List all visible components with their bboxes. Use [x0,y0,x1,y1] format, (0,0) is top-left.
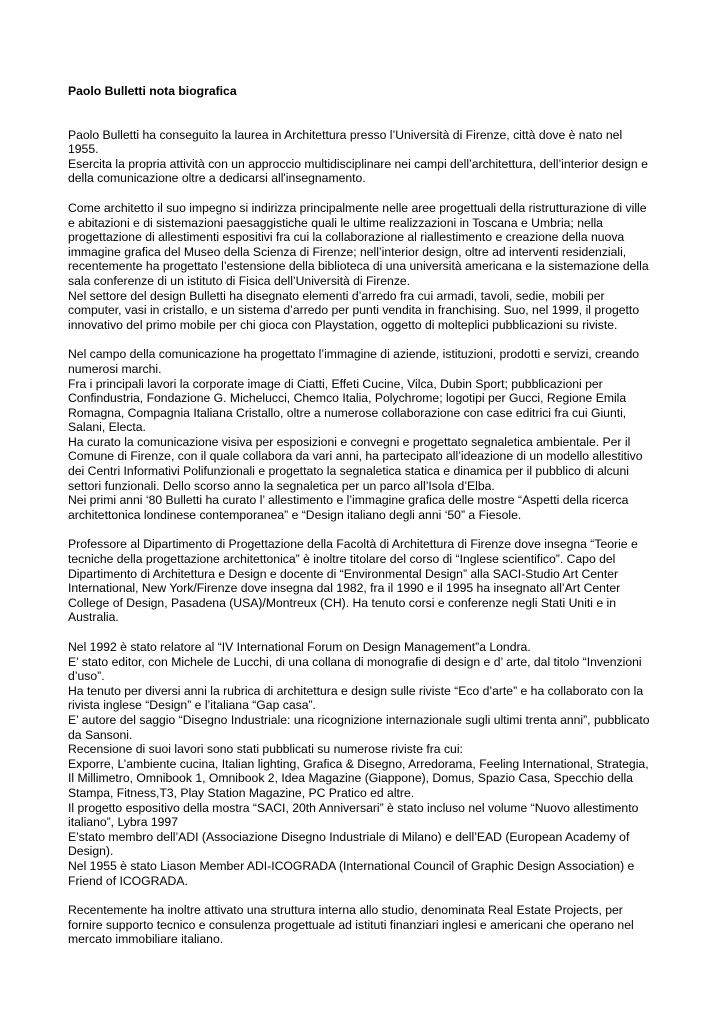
paragraph [68,347,668,522]
text-line: Confindustria, Fondazione G. Michelucci, Chemco Italia, Polychrome; logotipi per Gucci, Regione Emila [68,391,627,406]
text-line: 1955. [68,142,99,157]
text-line: mercato immobiliare italiano. [68,932,224,947]
text-line: rivista inglese “Design” e l’italiana “Gap casa”. [68,698,316,713]
text-line: Nel 1992 è stato relatore al “IV International Forum on Design Management”a Londra. [68,640,531,654]
document-page [68,84,668,962]
text-line: E’ autore del saggio “Disegno Industriale: una ricognizione internazionale sugli ultimi trenta anni”, pubblicato [68,712,650,727]
text-line: Professore al Dipartimento di Progettazione della Facoltà di Architettura di Firenze dove insegna “Teorie e [68,537,638,552]
paragraph [68,640,668,888]
text-line: innovativo del primo mobile per chi gioca con Playstation, oggetto di molteplici pubblicazioni su riviste. [68,317,618,332]
text-line: Comune di Firenze, con il quale collabora da vari anni, ha partecipato all’ideazione di un modello allestitivo [68,449,643,464]
text-line: recentemente ha progettato l’estensione della biblioteca di una università americana e la sistemazione della [68,259,649,274]
text-line: d’uso”. [68,669,105,684]
text-line: Nei primi anni ‘80 Bulletti ha curato l’ allestimento e l’immagine grafica delle mostre “Aspetti della ricerca [68,493,629,508]
document-title: Paolo Bulletti nota biografica [68,84,237,98]
text-line: da Sansoni. [68,727,133,742]
text-line: italiano”, Lybra 1997 [68,815,178,830]
text-line: Recentemente ha inoltre attivato una struttura interna allo studio, denominata Real Estate Projects, per [68,903,623,918]
text-line: sala conferenze di un istituto di Fisica dell’Università di Firenze. [68,273,411,288]
text-line: tecniche della progettazione architettonica” è inoltre titolare del corso di “Inglese scientifico”. Capo del [68,552,616,567]
paragraph [68,903,668,947]
paragraph [68,537,668,625]
text-line: architettonica londinese contemporanea” e “Design italiano degli anni ‘50” a Fiesole. [68,507,522,522]
text-line: Stampa, Fitness,T3, Play Station Magazine, PC Pratico ed altre. [68,785,415,800]
text-line: immagine grafica del Museo della Scienza di Firenze; nell’interior design, oltre ad interventi residenziali, [68,244,627,259]
text-line: E’stato membro dell’ADI (Associazione Disegno Industriale di Milano) e dell’EAD (European Academy of [68,829,630,844]
text-line: Nel campo della comunicazione ha progettato l’immagine di aziende, istituzioni, prodotti e servizi, creando [68,347,640,362]
paragraph [68,201,668,332]
text-line: settori funzionali. Dello scorso anno la segnaletica per un parco all’Isola d’Elba. [68,478,495,493]
text-line: Romagna, Compagnia Italiana Cristallo, oltre a numerose collaborazione con case editrici fra cui Giunti, [68,405,627,420]
text-line: della comunicazione oltre a dedicarsi all'insegnamento. [68,171,366,186]
text-line: E’ stato editor, con Michele de Lucchi, di una collana di monografie di design e d’ arte, dal titolo “Invenzioni [68,654,642,669]
text-line: Ha curato la comunicazione visiva per esposizioni e convegni e progettato segnaletica ambientale. Per il [68,434,631,449]
text-line: Nel 1955 è stato Liason Member ADI-ICOGRADA (International Council of Graphic Design Association) e [68,858,635,873]
text-line: Il Millimetro, Omnibook 1, Omnibook 2, Idea Magazine (Giappone), Domus, Spazio Casa, Specchio della [68,771,633,786]
text-line: e abitazioni e di sistemazioni paesaggistiche quali le ultime realizzazioni in Toscana e Umbria; nella [68,215,603,230]
text-line: Australia. [68,610,119,625]
text-line: computer, vasi in cristallo, e un sistema d’arredo per punti vendita in franchising. Suo, nel 1999, il progetto [68,303,640,318]
text-line: dei Centri Informativi Polifunzionali e progettato la segnaletica statica e dinamica per il pubblico di alcuni [68,464,629,479]
text-line: Dipartimento di Architettura e Design e docente di “Environmental Design” alla SACI-Studio Art Center [68,566,619,581]
text-line: Exporre, L’ambiente cucina, Italian lighting, Grafica & Disegno, Arredorama, Feeling International, Strategia, [68,756,649,771]
text-line: fornire supporto tecnico e consulenza progettuale ad istituti finanziari inglesi e americani che operano nel [68,917,634,932]
text-line: numerosi marchi. [68,361,162,376]
text-line: Ha tenuto per diversi anni la rubrica di architettura e design sulle riviste “Eco d’arte” e ha collaborato con la [68,683,644,698]
text-line: Design). [68,844,114,859]
text-line: Fra i principali lavori la corporate image di Ciatti, Effeti Cucine, Vilca, Dubin Sport; pubblicazioni per [68,376,603,391]
text-line: Il progetto espositivo della mostra “SACI, 20th Anniversari” è stato incluso nel volume “Nuovo allestimento [68,800,639,815]
text-line: Esercita la propria attività con un approccio multidisciplinare nei campi dell’architettura, dell’interior design e [68,156,648,171]
text-line: College of Design, Pasadena (USA)/Montreux (CH). Ha tenuto corsi e conferenze negli Stati Uniti e in [68,595,617,610]
text-line: Nel settore del design Bulletti ha disegnato elementi d’arredo fra cui armadi, tavoli, sedie, mobili per [68,288,605,303]
text-line: Come architetto il suo impegno si indirizza principalmente nelle aree progettuali della ristrutturazione di ville [68,200,647,215]
text-line: progettazione di allestimenti espositivi fra cui la collaborazione al riallestimento e creazione della nuova [68,230,625,245]
paragraph [68,128,668,186]
text-line: International, New York/Firenze dove insegna dal 1982, fra il 1990 e il 1995 ha insegnato all’Art Center [68,581,621,596]
text-line: Salani, Electa. [68,420,146,435]
text-line: Friend of ICOGRADA. [68,873,188,888]
text-line: Recensione di suoi lavori sono stati pubblicati su numerose riviste fra cui: [68,742,463,757]
document-body [68,128,668,947]
text-line: Paolo Bulletti ha conseguito la laurea in Architettura presso l’Università di Firenze, città dove è nato nel [68,127,623,142]
